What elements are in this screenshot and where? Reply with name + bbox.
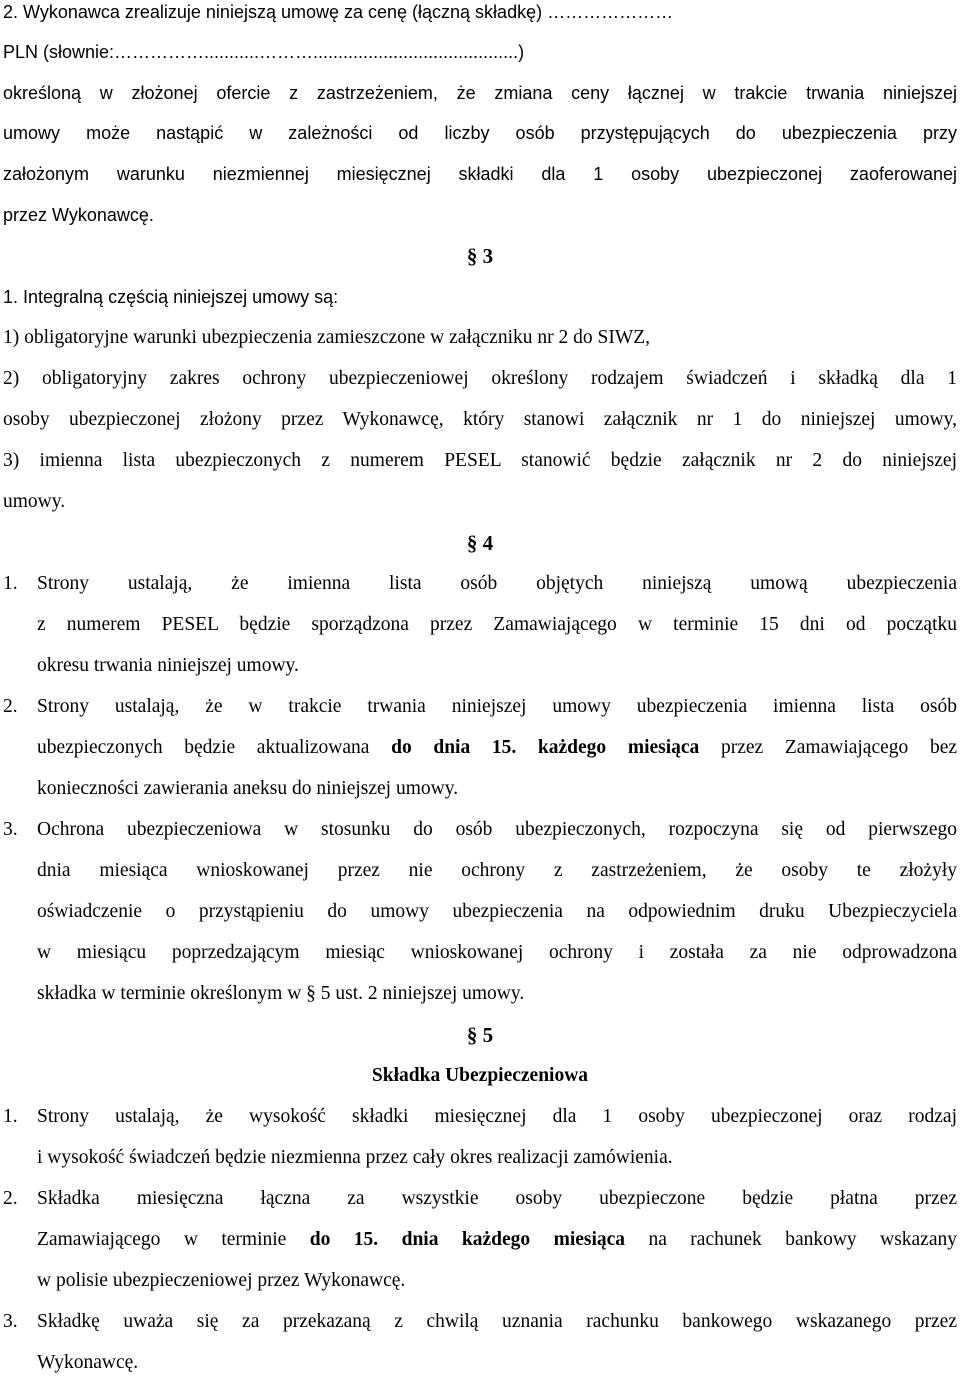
section-5-p2-deadline: do 15. dnia każdego miesiąca	[309, 1229, 626, 1250]
section-5-heading: § 5	[466, 1023, 494, 1047]
section-4-p2-line-a: Strony ustalają, że w trakcie trwania niniejszej umowy ubezpieczenia imienna lista osób	[37, 696, 957, 717]
par2-line-1: 2. Wykonawca zrealizuje niniejszą umowę za cenę (łączną składkę) …………………	[3, 2, 674, 22]
section-4-heading: § 4	[466, 531, 494, 555]
section-3-item-3b: umowy.	[3, 491, 66, 512]
section-5-p2-number: 2.	[3, 1188, 18, 1209]
section-4-p1-line-a: Strony ustalają, że imienna lista osób objętych niniejszą umową ubezpieczenia	[37, 573, 957, 594]
section-5-p1-line-a: Strony ustalają, że wysokość składki miesięcznej dla 1 osoby ubezpieczonej oraz rodzaj	[37, 1106, 957, 1127]
section-5-title: Składka Ubezpieczeniowa	[371, 1065, 589, 1086]
section-5-p3-line-a: Składkę uważa się za przekazaną z chwilą uznania rachunku bankowego wskazanego przez	[37, 1311, 957, 1332]
section-5-p2-line-a: Składka miesięczna łączna za wszystkie osoby ubezpieczone będzie płatna przez	[37, 1188, 957, 1209]
section-4-p2-line-b	[37, 736, 957, 760]
section-4-p3-number: 3.	[3, 819, 18, 840]
section-3-heading: § 3	[466, 244, 494, 268]
section-4-p2-number: 2.	[3, 696, 18, 717]
section-5-p2-line-c: w polisie ubezpieczeniowej przez Wykonawcę.	[37, 1270, 406, 1291]
section-5-p2-line-b	[37, 1228, 957, 1252]
section-4-p1-number: 1.	[3, 573, 18, 594]
section-5-p2-line-b-pre: Zamawiającego w terminie	[37, 1229, 310, 1250]
par2-line-5: założonym warunku niezmiennej miesięcznej składki dla 1 osoby ubezpieczonej zaoferowanej	[3, 164, 957, 184]
section-5-p3-line-b: Wykonawcę.	[37, 1352, 139, 1373]
section-4-p3-line-c: oświadczenie o przystąpieniu do umowy ubezpieczenia na odpowiednim druku Ubezpieczyciela	[37, 901, 957, 922]
section-4-p1-line-c: okresu trwania niniejszej umowy.	[37, 655, 299, 676]
section-3-item-3a: 3) imienna lista ubezpieczonych z numerem PESEL stanowić będzie załącznik nr 2 do niniejszej	[3, 450, 957, 471]
section-4-p2-line-b-post: przez Zamawiającego bez	[699, 737, 958, 758]
section-5-p1-number: 1.	[3, 1106, 18, 1127]
section-3-item-2a: 2) obligatoryjny zakres ochrony ubezpieczeniowej określony rodzajem świadczeń i składką dla 1	[3, 368, 957, 389]
section-5-p1-line-b: i wysokość świadczeń będzie niezmienna przez cały okres realizacji zamówienia.	[37, 1147, 673, 1168]
section-4-p2-deadline: do dnia 15. każdego miesiąca	[391, 737, 700, 758]
section-4-p2-line-b-pre: ubezpieczonych będzie aktualizowana	[37, 737, 392, 758]
par2-line-4: umowy może nastąpić w zależności od liczby osób przystępujących do ubezpieczenia przy	[3, 123, 957, 143]
section-4-p1-line-b: z numerem PESEL będzie sporządzona przez Zamawiającego w terminie 15 dni od początku	[37, 614, 957, 635]
section-4-p3-line-a: Ochrona ubezpieczeniowa w stosunku do osób ubezpieczonych, rozpoczyna się od pierwszego	[37, 819, 957, 840]
section-3-item-2b: osoby ubezpieczonej złożony przez Wykonawcę, który stanowi załącznik nr 1 do niniejszej umowy,	[3, 409, 957, 430]
section-4-p3-line-b: dnia miesiąca wnioskowanej przez nie ochrony z zastrzeżeniem, że osoby te złożyły	[37, 860, 957, 881]
section-4-p3-line-e: składka w terminie określonym w § 5 ust. 2 niniejszej umowy.	[37, 983, 525, 1004]
par2-line-6: przez Wykonawcę.	[3, 205, 154, 225]
par2-line-2: PLN (słownie:……………...........……….........................................)	[3, 42, 525, 62]
section-4-p3-line-d: w miesiącu poprzedzającym miesiąc wnioskowanej ochrony i została za nie odprowadzona	[37, 942, 957, 963]
section-5-p3-number: 3.	[3, 1311, 18, 1332]
section-5-p2-line-b-post: na rachunek bankowy wskazany	[625, 1229, 957, 1250]
section-3-item-1: 1) obligatoryjne warunki ubezpieczenia zamieszczone w załączniku nr 2 do SIWZ,	[3, 327, 651, 348]
section-4-p2-line-c: konieczności zawierania aneksu do niniejszej umowy.	[37, 778, 459, 799]
par2-line-3: określoną w złożonej ofercie z zastrzeżeniem, że zmiana ceny łącznej w trakcie trwania niniejszej	[3, 83, 957, 103]
section-3-intro: 1. Integralną częścią niniejszej umowy są:	[3, 287, 339, 307]
